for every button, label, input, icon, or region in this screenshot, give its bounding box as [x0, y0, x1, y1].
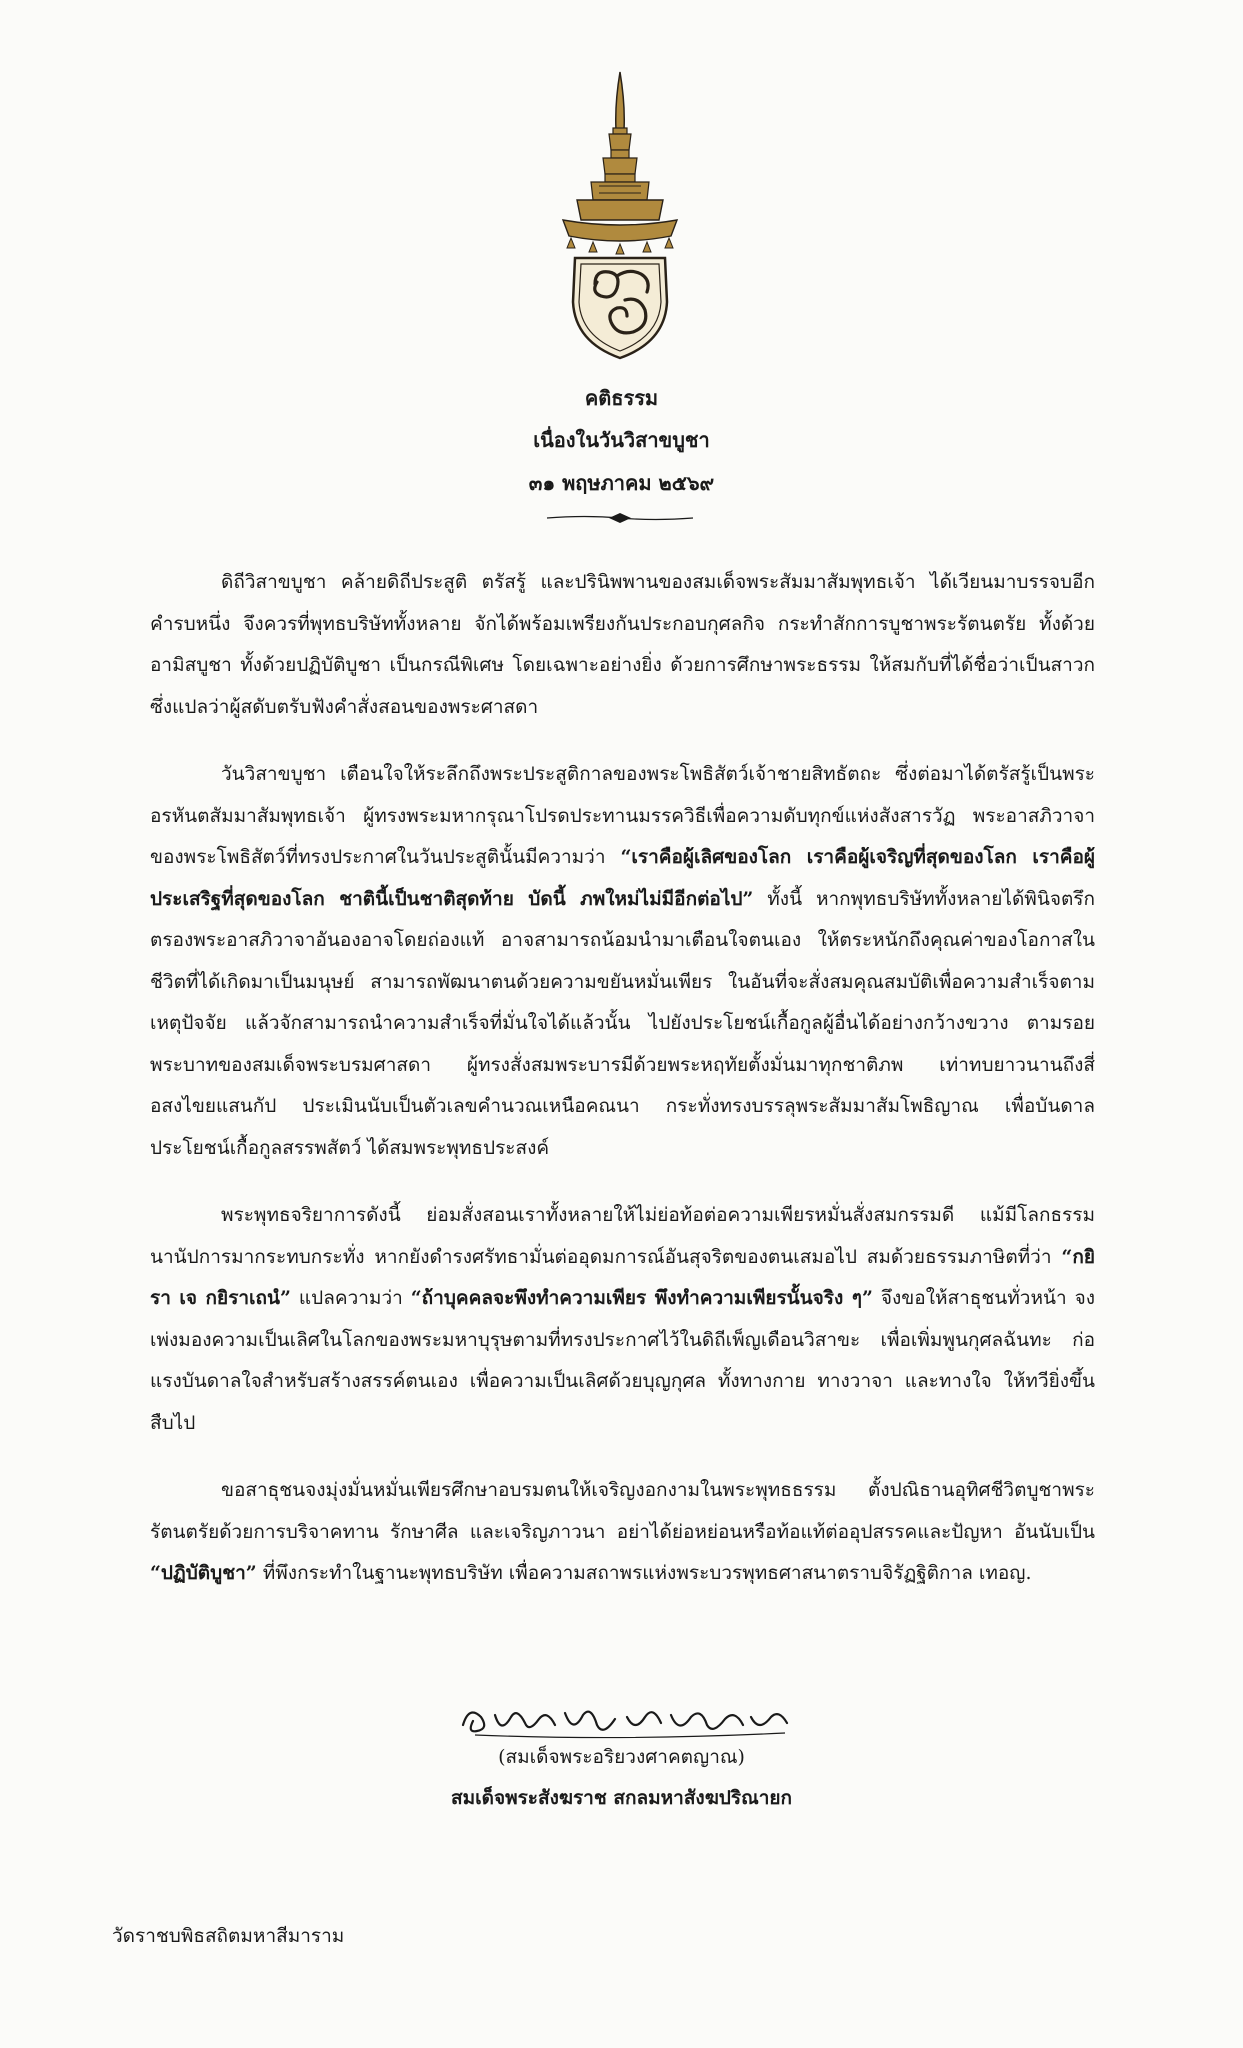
document-heading-subtitle: เนื่องในวันวิสาขบูชา: [533, 428, 710, 452]
paragraph-4-text-a: ขอสาธุชนจงมุ่งมั่นหมั่นเพียรศึกษาอบรมตนให้เจริญงอกงามในพระพุทธธรรม ตั้งปณิธานอุทิศชีวิตบูชาพระรัตนตรัยด้วยการบริจาคทาน รักษาศีล และเจริญภาวนา อย่าได้ย่อหย่อนหรือท้อแท้ต่ออุปสรรคและปัญหา อันนับเป็น: [150, 1479, 1095, 1543]
paragraph-4-quote: “ปฏิบัติบูชา”: [150, 1562, 257, 1584]
document-heading-title: คติธรรม: [584, 386, 659, 410]
signatory-name: (สมเด็จพระอริยวงศาคตญาณ): [498, 1746, 745, 1768]
document-body: [150, 562, 1095, 1621]
paragraph-3-pali-quote: “กยิรา เจ กยิราเถนํ”: [150, 1245, 1095, 1309]
royal-emblem-icon: [555, 70, 685, 360]
paragraph-3-text-b: แปลความว่า: [290, 1287, 411, 1309]
footer-location: วัดราชบพิธสถิตมหาสีมาราม: [112, 1925, 345, 1947]
paragraph-4: [150, 1470, 1095, 1595]
ornamental-divider-icon: [545, 510, 695, 526]
paragraph-3-text-a: พระพุทธจริยาการดังนี้ ย่อมสั่งสอนเราทั้งหลายให้ไม่ย่อท้อต่อความเพียรหมั่นสั่งสมกรรมดี แม้มีโลกธรรมนานัปการมากระทบกระทั่ง หากยังดำรงศรัทธามั่นต่ออุดมการณ์อันสุจริตของตนเสมอไป สมด้วยธรรมภาษิตที่ว่า: [150, 1204, 1095, 1268]
paragraph-2-quote: “เราคือผู้เลิศของโลก เราคือผู้เจริญที่สุดของโลก เราคือผู้ประเสริฐที่สุดของโลก ชาตินี้เป็นชาติสุดท้าย บัดนี้ ภพใหม่ไม่มีอีกต่อไป”: [150, 846, 1095, 910]
paragraph-1-text: ดิถีวิสาขบูชา คล้ายดิถีประสูติ ตรัสรู้ และปรินิพพานของสมเด็จพระสัมมาสัมพุทธเจ้า ได้เวียนมาบรรจบอีกคำรบหนึ่ง จึงควรที่พุทธบริษัททั้งหลาย จักได้พร้อมเพรียงกันประกอบกุศลกิจ กระทำสักการบูชาพระรัตนตรัย ทั้งด้วยอามิสบูชา ทั้งด้วยปฏิบัติบูชา เป็นกรณีพิเศษ โดยเฉพาะอย่างยิ่ง ด้วยการศึกษาพระธรรม ให้สมกับที่ได้ชื่อว่าเป็นสาวก ซึ่งแปลว่าผู้สดับตรับฟังคำสั่งสอนของพระศาสดา: [150, 571, 1095, 718]
paragraph-3-text-c: จึงขอให้สาธุชนทั่วหน้า จงเพ่งมองความเป็นเลิศในโลกของพระมหาบุรุษตามที่ทรงประกาศไว้ในดิถีเพ็ญเดือนวิสาขะ เพื่อเพิ่มพูนกุศลฉันทะ ก่อแรงบันดาลใจสำหรับสร้างสรรค์ตนเอง เพื่อความเป็นเลิศด้วยบุญกุศล ทั้งทางกาย ทางวาจา และทางใจ ให้ทวียิ่งขึ้นสืบไป: [150, 1287, 1095, 1434]
paragraph-2-text-a: วันวิสาขบูชา เตือนใจให้ระลึกถึงพระประสูติกาลของพระโพธิสัตว์เจ้าชายสิทธัตถะ ซึ่งต่อมาได้ตรัสรู้เป็นพระอรหันตสัมมาสัมพุทธเจ้า ผู้ทรงพระมหากรุณาโปรดประทานมรรควิธีเพื่อความดับทุกข์แห่งสังสารวัฏ พระอาสภิวาจาของพระโพธิสัตว์ที่ทรงประกาศในวันประสูตินั้นมีความว่า: [150, 763, 1095, 868]
paragraph-3: [150, 1195, 1095, 1444]
paragraph-2: [150, 754, 1095, 1169]
document-heading-date: ๓๑ พฤษภาคม ๒๕๖๙: [528, 471, 715, 495]
signatory-title: สมเด็จพระสังฆราช สกลมหาสังฆปริณายก: [450, 1787, 793, 1809]
paragraph-3-translation-quote: “ถ้าบุคคลจะพึงทำความเพียร พึงทำความเพียรนั้นจริง ๆ”: [410, 1287, 873, 1309]
paragraph-1: [150, 562, 1095, 728]
handwritten-signature: [455, 1695, 795, 1745]
paragraph-4-text-b: ที่พึงกระทำในฐานะพุทธบริษัท เพื่อความสถาพรแห่งพระบวรพุทธศาสนาตราบจิรัฏฐิติกาล เทอญ.: [256, 1562, 1032, 1584]
paragraph-2-text-b: ทั้งนี้ หากพุทธบริษัททั้งหลายได้พินิจตรึกตรองพระอาสภิวาจาอันองอาจโดยถ่องแท้ อาจสามารถน้อมนำมาเตือนใจตนเอง ให้ตระหนักถึงคุณค่าของโอกาสในชีวิตที่ได้เกิดมาเป็นมนุษย์ สามารถพัฒนาตนด้วยความขยันหมั่นเพียร ในอันที่จะสั่งสมคุณสมบัติเพื่อความสำเร็จตามเหตุปัจจัย แล้วจักสามารถนำความสำเร็จที่มั่นใจได้แล้วนั้น ไปยังประโยชน์เกื้อกูลผู้อื่นได้อย่างกว้างขวาง ตามรอยพระบาทของสมเด็จพระบรมศาสดา ผู้ทรงสั่งสมพระบารมีด้วยพระหฤทัยตั้งมั่นมาทุกชาติภพ เท่าทบยาวนานถึงสี่อสงไขยแสนกัป ประเมินนับเป็นตัวเลขคำนวณเหนือคณนา กระทั่งทรงบรรลุพระสัมมาสัมโพธิญาณ เพื่อบันดาลประโยชน์เกื้อกูลสรรพสัตว์ ได้สมพระพุทธประสงค์: [150, 887, 1095, 1159]
